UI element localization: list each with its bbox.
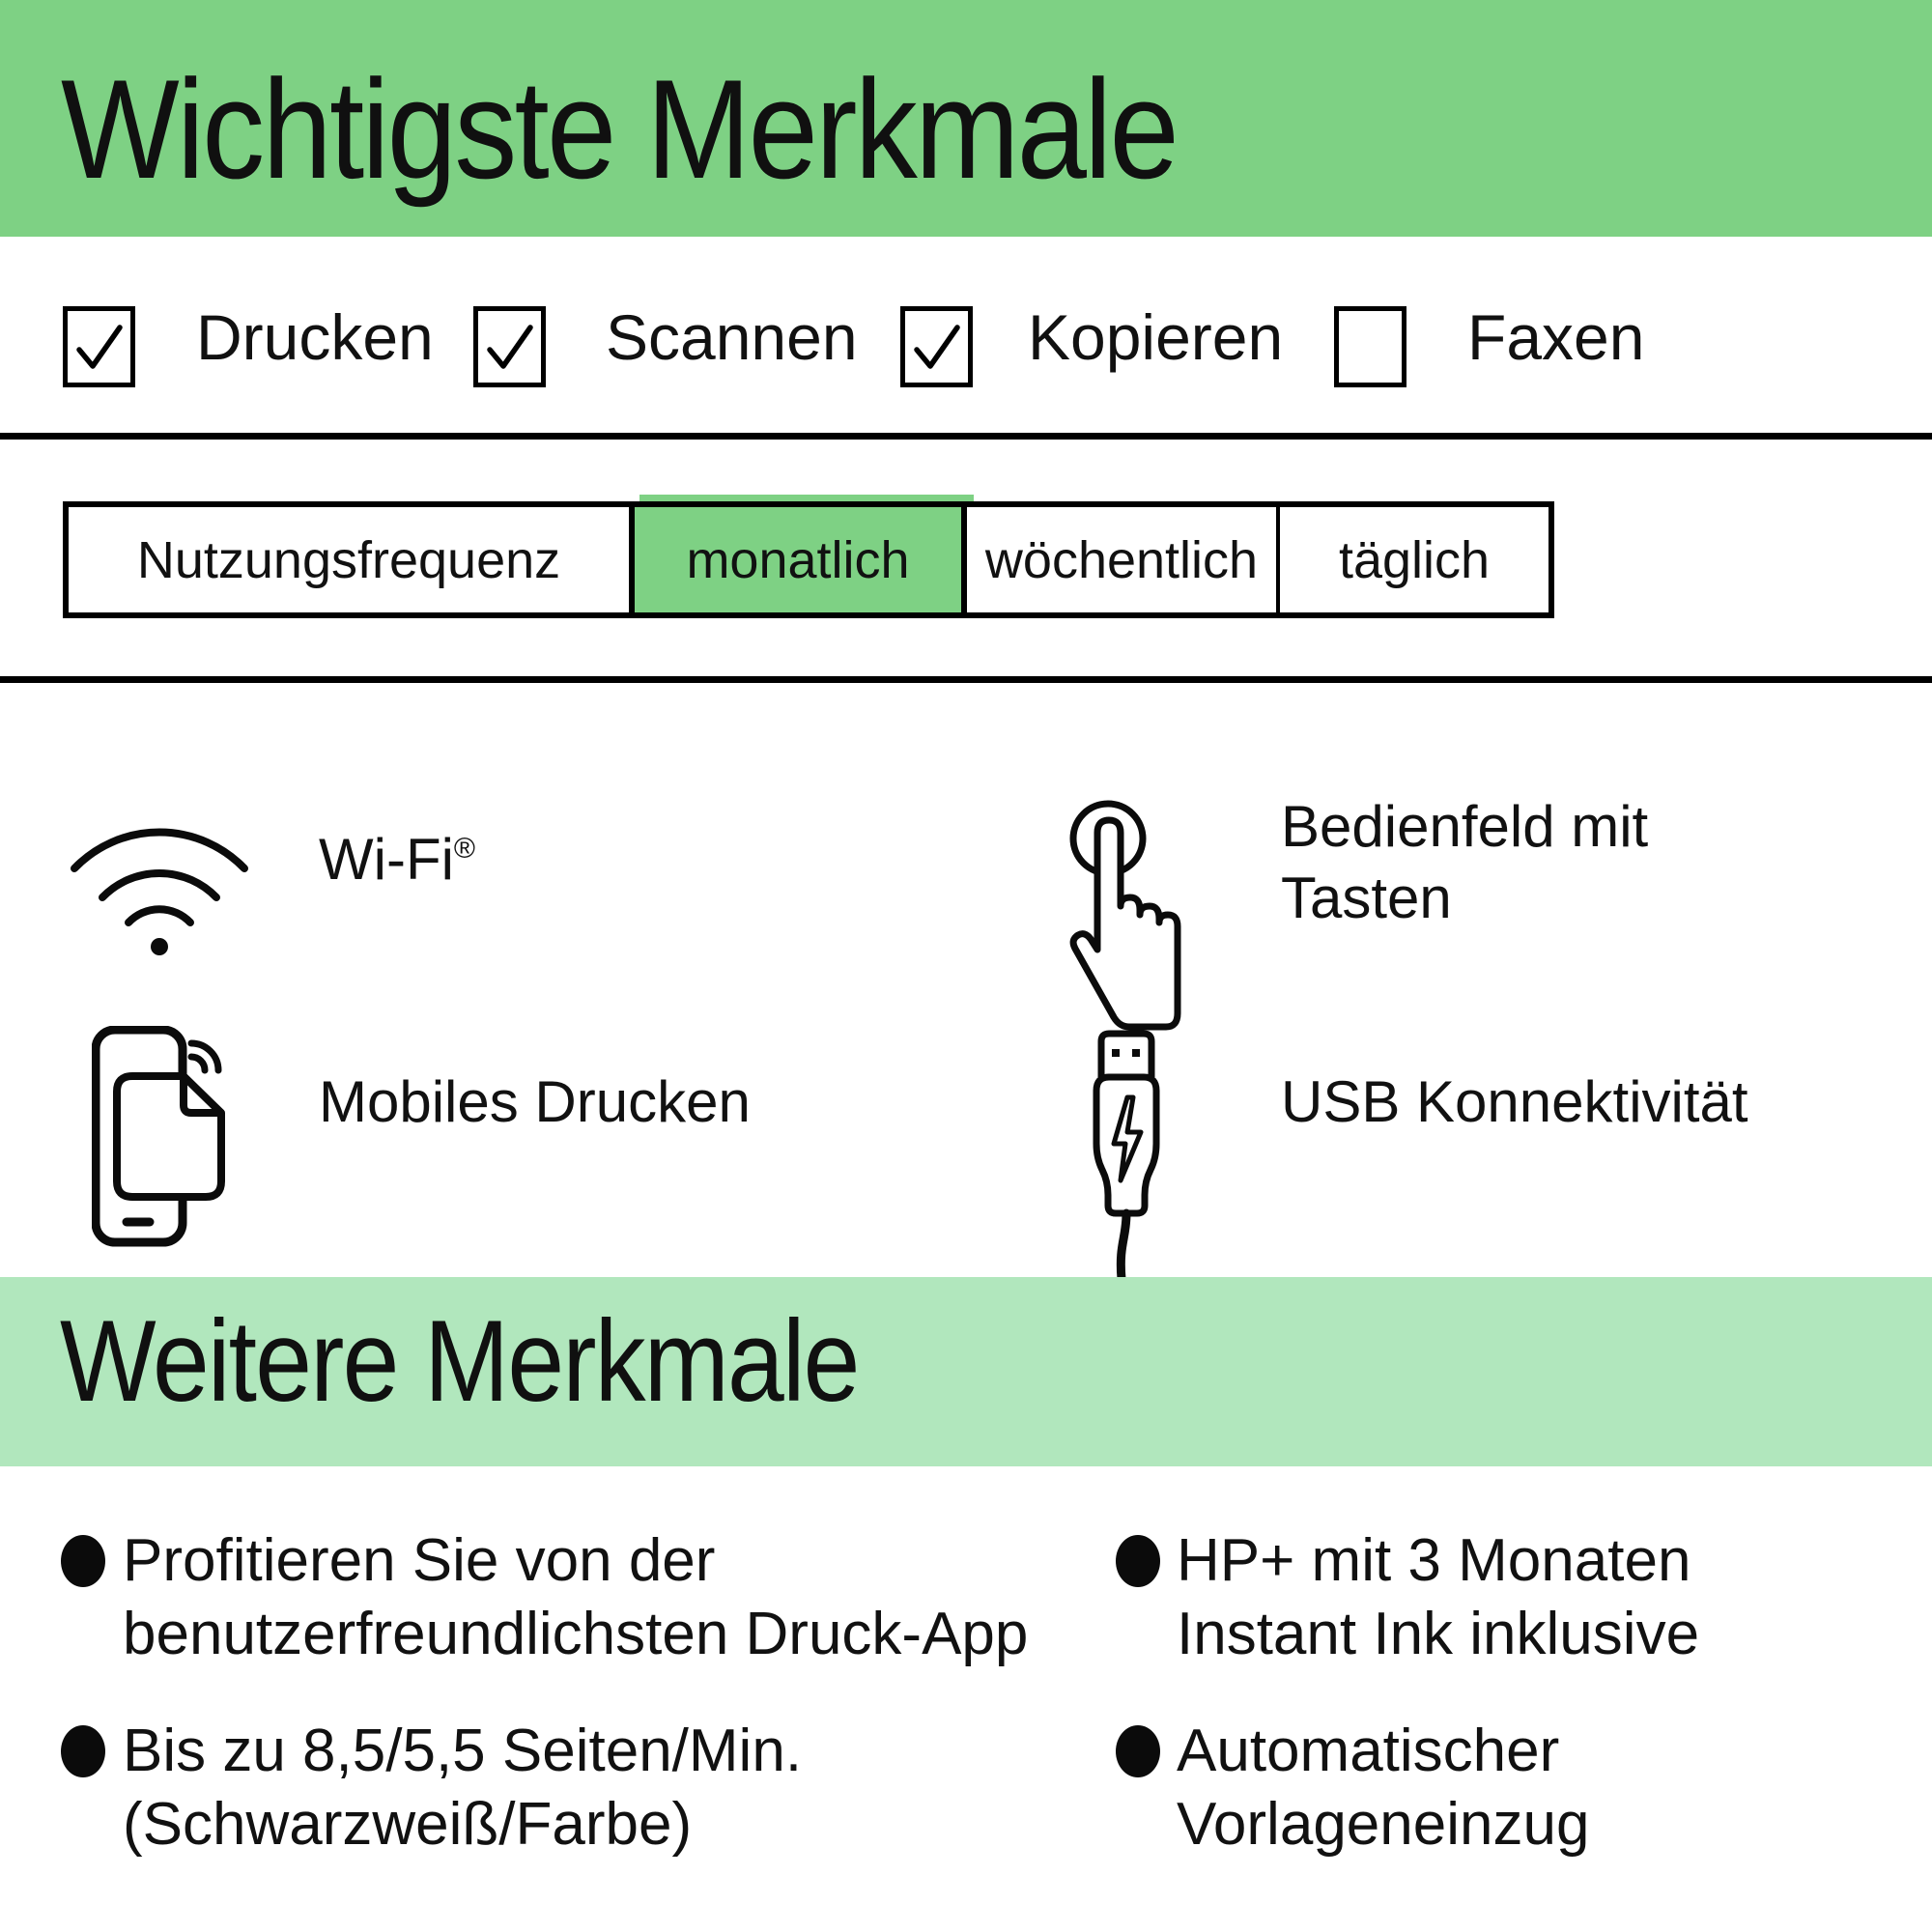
bullet-item-vorlageneinzug: Automatischer Vorlageneinzug (1177, 1718, 1590, 1858)
more-features-title: Weitere Merkmale (60, 1296, 859, 1426)
registered-trademark: ® (453, 833, 476, 865)
checkbox-scannen[interactable] (473, 306, 546, 387)
divider-rule-top (0, 433, 1932, 440)
check-icon (68, 311, 130, 383)
checkbox-kopieren[interactable] (900, 306, 973, 387)
bullet-dot (1116, 1535, 1160, 1587)
checkbox-label-faxen: Faxen (1467, 301, 1645, 373)
bullet-dot (61, 1725, 105, 1777)
feature-label-usb: USB Konnektivität (1281, 1069, 1748, 1134)
frequency-option-monatlich[interactable]: monatlich (635, 507, 967, 612)
bullet-item-seiten-min: Bis zu 8,5/5,5 Seiten/Min. (Schwarzweiß/Farbe) (123, 1718, 803, 1858)
feature-label-bedienfeld: Bedienfeld mit Tasten (1281, 794, 1649, 930)
checkbox-label-scannen: Scannen (606, 301, 858, 373)
touch-button-icon (1058, 778, 1183, 1038)
usb-icon (1082, 1024, 1169, 1285)
checkbox-faxen[interactable] (1334, 306, 1406, 387)
frequency-option-taeglich[interactable]: täglich (1338, 530, 1491, 589)
mobile-print-icon (92, 1026, 227, 1248)
frequency-option-woechentlich[interactable]: wöchentlich (967, 507, 1280, 612)
checkbox-label-drucken: Drucken (196, 301, 434, 373)
page-title: Wichtigste Merkmale (61, 50, 1178, 208)
bullet-item-druck-app: Profitieren Sie von der benutzerfreundlichsten Druck-App (123, 1527, 1029, 1667)
usage-frequency-selector (63, 501, 1554, 618)
bullet-dot (1116, 1725, 1160, 1777)
checkbox-label-kopieren: Kopieren (1028, 301, 1284, 373)
bullet-dot (61, 1535, 105, 1587)
check-icon (905, 311, 968, 383)
check-icon (478, 311, 541, 383)
feature-label-wifi: Wi-Fi® (319, 827, 476, 892)
wifi-icon (71, 818, 249, 958)
checkbox-drucken[interactable] (63, 306, 135, 387)
frequency-row-label: Nutzungsfrequenz (69, 507, 635, 612)
feature-label-mobiles-drucken: Mobiles Drucken (319, 1069, 751, 1134)
bullet-item-instant-ink: HP+ mit 3 Monaten Instant Ink inklusive (1177, 1527, 1700, 1667)
divider-rule-bottom (0, 676, 1932, 683)
